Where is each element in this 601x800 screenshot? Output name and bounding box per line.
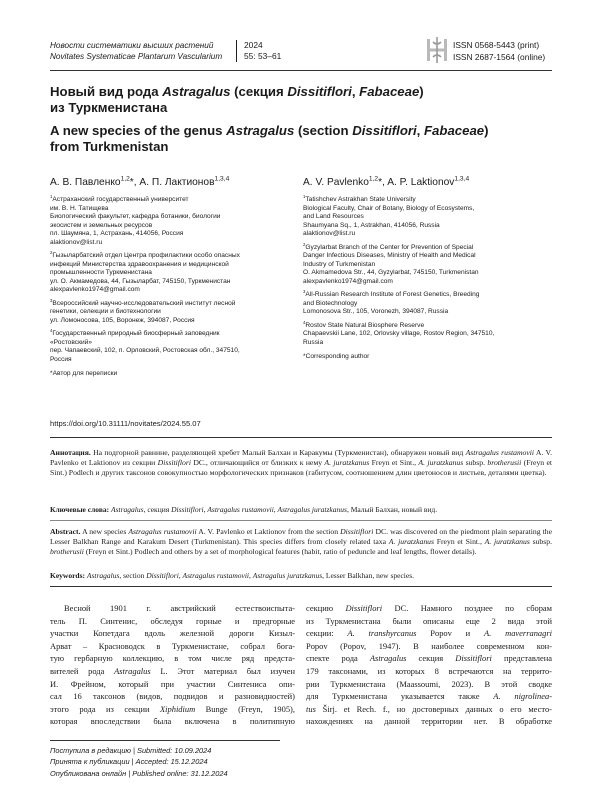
issue-year: 2024 [244, 40, 263, 50]
body-line: Весной 1901 г. австрийский естествоиспыта- [64, 603, 295, 613]
abstract-top-rule [50, 437, 552, 438]
affiliation-line: экосистем и земельных ресурсов [50, 221, 153, 229]
affiliation-number: 2 [50, 249, 53, 255]
affiliation-line: «Ростовский» [50, 338, 92, 346]
title-ru [50, 84, 550, 116]
body-line: tus Širj. et Rech. f., но достоверных данных о его место- [306, 703, 552, 714]
affiliation-line: ул. О. Акмамедова, 44, Гызыларбат, 745150, Туркменистан [50, 277, 231, 285]
issn-block [453, 40, 545, 63]
body-line: которая впоследствии была включена в политипную [50, 716, 295, 727]
affiliation-line: пл. Шаумяна, 1, Астрахань, 414056, Россия [50, 230, 184, 237]
journal-name-ru: Новости систематики высших растений [50, 41, 214, 50]
affiliation [50, 249, 290, 295]
issn-print: ISSN 0568-5443 (print) [453, 40, 540, 50]
affiliation-number: 2 [303, 241, 306, 247]
body-line: сал 16 таксонов (видов, подвидов и разновидностей) [50, 691, 295, 702]
affiliation-line: промышленности Туркменистана [50, 269, 152, 276]
body-line: 179 таксонами, из которых 8 встречаются на террито- [306, 665, 552, 676]
affiliation-line: Гызыларбатский отдел Центра профилактики особо опасных [52, 252, 240, 259]
keywords-en: Keywords: Astragalus, section Dissitiflori, Astragalus rustamovii, Astragalus juratzkanus, Lesser Balkhan, new species. [50, 571, 414, 580]
body-line: спекте рода Astragalus секция Dissitiflori представлена [306, 653, 552, 664]
affiliation-number: 4 [303, 319, 306, 325]
title-en [50, 123, 550, 155]
journal-name-en: Novitates Systematicae Plantarum Vascularium [50, 52, 223, 61]
body-line: для Туркменистана указывается также A. nigrolinea- [306, 691, 552, 702]
issn-online: ISSN 2687-1564 (online) [453, 51, 546, 62]
body-line: секцию Dissitiflori DC. Намного позднее по сборам [306, 603, 552, 613]
body-line: И. Фрейном, который при участии Синтениса опи- [50, 678, 295, 689]
affiliation-line: and Biotechnology [303, 299, 358, 307]
affiliation-line: Lomonosova Str., 105, Voronezh, 394087, Russia [303, 308, 449, 315]
affiliation-line: Всероссийский научно-исследовательский институт лесной [52, 299, 236, 307]
affiliation [303, 319, 553, 348]
affiliation-line: and Land Resources [303, 213, 364, 220]
title-ru-line2: из Туркменистана [50, 100, 168, 115]
affiliation [50, 193, 290, 247]
journal-logo-icon [425, 36, 449, 64]
date-accepted: Принята к публикации | Accepted: 15.12.2024 [50, 757, 208, 767]
affiliation-line: Астраханский государственный университет [52, 196, 189, 203]
affiliation-line: All-Russian Research Institute of Forest Genetics, Breeding [305, 291, 480, 298]
affiliation-number: 1 [303, 193, 306, 199]
body-line: Popov (Popov, 1947). В наиболее современном кон- [306, 640, 552, 651]
doi-link[interactable]: https://doi.org/10.31111/novitates/2024.55.07 [50, 419, 201, 428]
affiliation-line: инфекций Министерства здравоохранения и медицинской [50, 260, 229, 268]
body-line: тую гербарную коллекцию, в том числе ряд предста- [50, 653, 295, 664]
affiliation-line: Chapaevskii Lane, 102, Orlovsky village, Rostov Region, 347510, [303, 330, 495, 337]
title-en-line1: A new species of the genus Astragalus (section Dissitiflori, Fabaceae) [50, 123, 489, 138]
affiliation-line: Rostov State Natural Biosphere Reserve [305, 321, 425, 329]
affiliation-number: 4 [50, 327, 53, 333]
title-en-line2: from Turkmenistan [50, 139, 169, 154]
header-divider [236, 40, 237, 62]
affiliation [303, 193, 553, 239]
body-line: нахождениях на данной территории нет. В обработке [306, 716, 552, 727]
issue-volume-pages: 55: 53–61 [244, 51, 282, 61]
body-line: этого рода из секции Xiphidium Bunge (Freyn, 1905), [50, 703, 295, 714]
corresponding-author-note: *Corresponding author [303, 353, 370, 360]
body-line: из Туркменистана были описаны еще 2 вида этой [306, 615, 552, 626]
affiliation [50, 297, 290, 326]
affiliation-number: 1 [50, 193, 53, 199]
affiliation [303, 241, 553, 287]
affiliation-line: пер. Чапаевский, 102, п. Орловский, Ростовская обл., 347510, [50, 347, 240, 354]
affiliation-line: им. В. Н. Татищева [50, 204, 109, 212]
body-line: вителей рода Astragalus L. Этот материал был изучен [50, 665, 295, 676]
affiliation-line: alaktionov@list.ru [303, 230, 356, 237]
affiliation-line: Russia [303, 338, 324, 346]
affiliation [303, 288, 553, 317]
authors-en: A. V. Pavlenko$^{1,2}$*, A. P. Laktionov$^{1,3,4}$ [303, 175, 470, 188]
journal-name [50, 40, 230, 62]
date-published: Опубликована онлайн | Published online: 31.12.2024 [50, 768, 228, 778]
body-line: тель П. Синтенис, обследуя горные и предгорные [50, 615, 295, 626]
body-line: Арват – Красноводск в Туркменистане, собрал бога- [50, 640, 295, 651]
affiliation-line: O. Akmamedova Str., 44, Gyzylarbat, 745150, Turkmenistan [303, 269, 479, 276]
affiliation-line: Государственный природный биосферный заповедник [52, 330, 220, 337]
submission-dates [50, 745, 228, 779]
affiliations-en [303, 193, 553, 367]
header-rule [50, 70, 552, 71]
affiliation-line: alexpavlenko1974@gmail.com [50, 286, 140, 293]
affiliation-line: Tatishchev Astrakhan State University [305, 196, 416, 203]
abstract-bottom-rule [50, 586, 552, 587]
title-ru-line1: Новый вид рода Astragalus (секция Dissitiflori, Fabaceae) [50, 84, 424, 99]
body-line: участки Копетдага вдоль железной дороги Кизыл- [50, 628, 295, 639]
affiliations-ru [50, 193, 290, 384]
affiliation-number: 3 [50, 297, 53, 303]
body-column-left [50, 602, 295, 728]
affiliation-line: Biological Faculty, Chair of Botany, Biology of Ecosystems, [303, 204, 475, 212]
abstract-ru: Аннотация. На подгорной равнине, разделяющей хребет Малый Балхан и Каракумы (Туркменистан), обнаружен новый вид Astragalus rustamovii A. V. Pavlenko et Laktionov из секции Dissitiflori DC., отличающийся от близких к нему A. juratzkanus Freyn et Sint., A. juratzkanus subsp. brotherusii (Freyn et Sint.) Podlech и других таксонов совокупностью морфологических признаков (габитусом, соотношением длин цветоносов и листьев, деталями цветка). [50, 448, 553, 478]
body-column-right [306, 602, 552, 728]
issue-info [244, 40, 281, 62]
affiliation-line: Gyzylarbat Branch of the Center for Prevention of Special [305, 243, 474, 251]
abstract-en: Abstract. A new species Astragalus rustamovii A. V. Pavlenko et Laktionov from the section Dissitiflori DC. was discovered on the piedmont plain separating the Lesser Balkhan Range and Karakum Desert (Turkmenistan). This species differs from closely related taxa A. juratzkanus Freyn et Sint., A. juratzkanus subsp. brotherusii (Freyn et Sint.) Podlech and others by a set of morphological features (habit, ratio of peduncle and leaf lengths, flower details). [50, 527, 553, 557]
affiliation-line: Danger Infectious Diseases, Ministry of Health and Medical [303, 252, 476, 259]
keywords-ru: Ключевые слова: Astragalus, секция Dissitiflori, Astragalus rustamovii, Astragalus juratzkanus, Малый Балхан, новый вид. [50, 505, 438, 514]
corresponding-author-note: *Автор для переписки [50, 370, 118, 377]
affiliation-number: 3 [303, 288, 306, 294]
affiliation-line: Industry of Turkmenistan [303, 260, 376, 268]
authors-ru: А. В. Павленко$^{1,2}$*, А. П. Лактионов$^{1,3,4}$ [50, 175, 230, 188]
body-line: секции: A. transhyrcanus Popov и A. maverranagri [306, 628, 552, 639]
abstract-mid-rule [50, 520, 552, 521]
affiliation-line: Биологический факультет, кафедра ботаники, биологии [50, 213, 221, 220]
date-submitted: Поступила в редакцию | Submitted: 10.09.2024 [50, 746, 212, 755]
affiliation [50, 327, 290, 364]
affiliation-line: alaktionov@list.ru [50, 238, 103, 246]
affiliation-line: генетики, селекции и биотехнологии [50, 308, 161, 315]
affiliation-line: ул. Ломоносова, 105, Воронеж, 394087, Россия [50, 316, 195, 324]
affiliation-line: Россия [50, 355, 72, 363]
affiliation-line: Shaumyana Sq., 1, Astrakhan, 414056, Russia [303, 221, 440, 229]
affiliation-line: alexpavlenko1974@gmail.com [303, 277, 393, 285]
dates-rule [50, 740, 280, 741]
body-line: рии Туркменистана (Maassoumi, 2023). В этой сводке [306, 678, 552, 689]
